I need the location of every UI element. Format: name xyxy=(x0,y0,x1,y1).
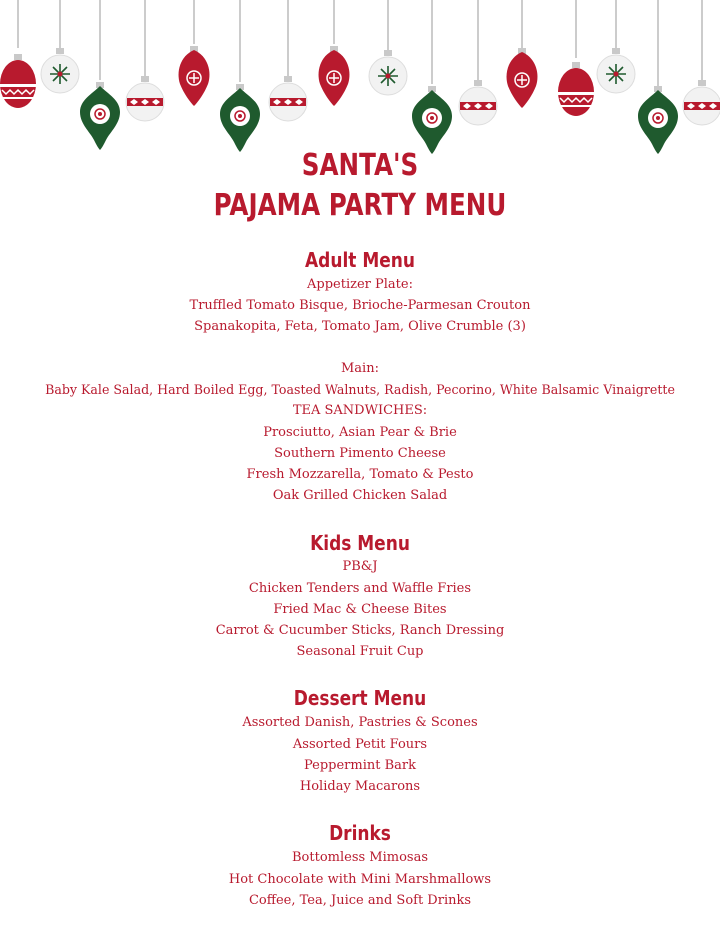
ornament-white-icon xyxy=(269,76,307,121)
ornament-green-icon xyxy=(80,82,120,150)
ornament-red-icon xyxy=(319,46,350,106)
page-title-line2: PAJAMA PARTY MENU xyxy=(213,188,507,223)
ornament-white-icon xyxy=(126,76,164,121)
menu-item: Main: xyxy=(341,361,379,376)
menu-item: Truffled Tomato Bisque, Brioche-Parmesan Crouton xyxy=(189,298,531,313)
menu-item: TEA SANDWICHES: xyxy=(292,403,428,418)
page-title-line1: SANTA'S xyxy=(301,148,419,183)
menu-item: Fried Mac & Cheese Bites xyxy=(273,602,447,617)
ornament-green-icon xyxy=(220,84,260,152)
menu-item: Baby Kale Salad, Hard Boiled Egg, Toasted Walnuts, Radish, Pecorino, White Balsamic Vinaigrette xyxy=(45,382,675,397)
menu-item: Spanakopita, Feta, Tomato Jam, Olive Crumble (3) xyxy=(194,319,526,334)
adult-menu-heading: Adult Menu xyxy=(305,248,415,272)
menu-item: Peppermint Bark xyxy=(303,758,417,773)
menu-item: Chicken Tenders and Waffle Fries xyxy=(248,581,472,596)
menu-item: Carrot & Cucumber Sticks, Ranch Dressing xyxy=(215,623,505,638)
ornament-red-icon xyxy=(179,46,210,106)
kids-menu-heading: Kids Menu xyxy=(310,531,410,555)
menu-item: Bottomless Mimosas xyxy=(291,850,429,865)
ornament-garland xyxy=(0,0,720,160)
menu-item: Hot Chocolate with Mini Marshmallows xyxy=(228,872,492,887)
menu-item: Appetizer Plate: xyxy=(307,277,413,292)
menu-item: Assorted Petit Fours xyxy=(292,737,428,752)
menu-item: Assorted Danish, Pastries & Scones xyxy=(242,715,478,730)
ornament-green-icon xyxy=(412,86,452,154)
menu-item: Prosciutto, Asian Pear & Brie xyxy=(263,425,457,440)
ornament-white-icon xyxy=(459,80,497,125)
ornament-snowflake-icon xyxy=(597,48,635,93)
menu-item: Oak Grilled Chicken Salad xyxy=(272,488,448,503)
ornament-red-icon xyxy=(558,62,594,116)
ornament-white-icon xyxy=(683,80,720,125)
drinks-heading: Drinks xyxy=(329,821,391,845)
menu-item: Holiday Macarons xyxy=(299,779,421,794)
ornament-green-icon xyxy=(638,86,678,154)
menu-item: Southern Pimento Cheese xyxy=(274,446,446,461)
ornament-snowflake-icon xyxy=(41,48,79,93)
ornament-red-icon xyxy=(507,48,538,108)
menu-item: Fresh Mozzarella, Tomato & Pesto xyxy=(246,467,474,482)
menu-item: Coffee, Tea, Juice and Soft Drinks xyxy=(248,893,472,908)
menu-item: PB&J xyxy=(342,559,378,574)
ornament-red-icon xyxy=(0,54,36,108)
dessert-menu-heading: Dessert Menu xyxy=(293,686,427,710)
menu-item: Seasonal Fruit Cup xyxy=(296,644,424,659)
ornament-snowflake-icon xyxy=(369,50,407,95)
